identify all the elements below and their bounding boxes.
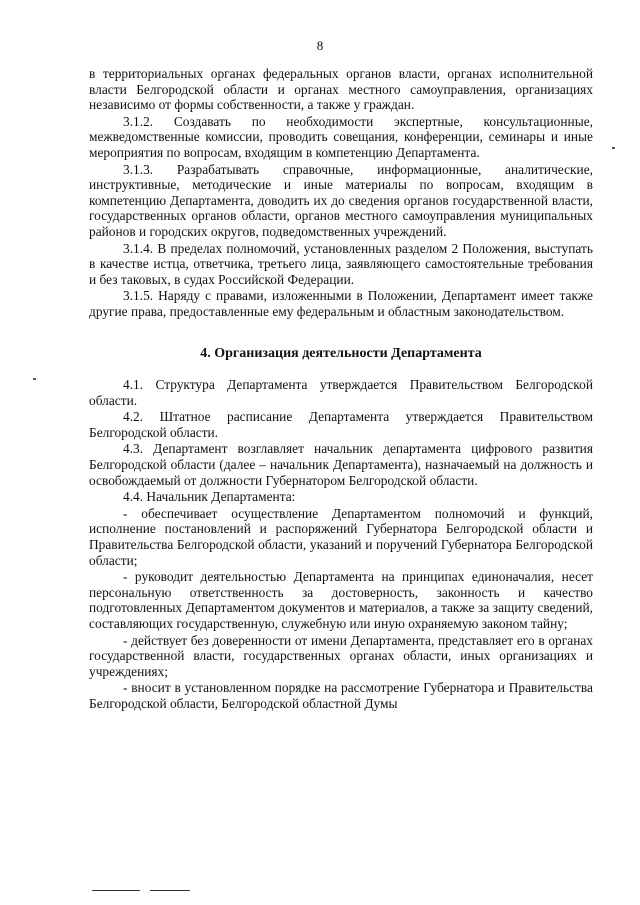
paragraph-p314: 3.1.4. В пределах полномочий, установленных разделом 2 Положения, выступать в качестве истца, ответчика, третьего лица, заявляющего самостоятельные требования и без таковых, в судах Российской Федерации.: [89, 240, 593, 287]
paragraph-cont: в территориальных органах федеральных органов власти, органах исполнительной власти Белгородской области и органах местного самоуправления, организациях независимо от формы собственности, а также у граждан.: [89, 66, 593, 113]
paragraph-b1: - обеспечивает осуществление Департаментом полномочий и функций, исполнение постановлений и распоряжений Губернатора Белгородской области и Правительства Белгородской области, указаний и поручений Губернатора Белгородской области;: [89, 505, 593, 568]
paragraph-p312: 3.1.2. Создавать по необходимости экспертные, консультационные, межведомственные комиссии, проводить совещания, конференции, семинары и иные мероприятия по вопросам, входящим в компетенцию Департамента.: [89, 113, 593, 160]
paragraph-p313: 3.1.3. Разрабатывать справочные, информационные, аналитические, инструктивные, методические и иные материалы по вопросам, входящим в компетенцию Департамента, доводить их до сведения органов государственной власти, государственных органов области, органов местного самоуправления муниципальных районов и городских округов, подведомственных учреждений.: [89, 161, 593, 239]
paragraphs-before-section: [89, 66, 593, 320]
paragraph-p42: 4.2. Штатное расписание Департамента утверждается Правительством Белгородской области.: [89, 409, 593, 440]
paragraph-p44: 4.4. Начальник Департамента:: [123, 489, 296, 505]
paragraph-b4: - вносит в установленном порядке на рассмотрение Губернатора и Правительства Белгородской области, Белгородской областной Думы: [89, 680, 593, 711]
paragraph-b3: - действует без доверенности от имени Департамента, представляет его в органах государственной власти, государственных органах области, иных организациях и учреждениях;: [89, 632, 593, 679]
section-heading: 4. Организация деятельности Департамента: [200, 345, 482, 361]
paragraphs-after-section: [89, 377, 593, 711]
paragraph-p41: 4.1. Структура Департамента утверждается Правительством Белгородской области.: [89, 377, 593, 408]
document-body: [89, 66, 593, 713]
scan-mark: [33, 378, 36, 380]
paragraph-p315: 3.1.5. Наряду с правами, изложенными в Положении, Департамент имеет также другие права, предоставленные ему федеральным и областным законодательством.: [89, 288, 593, 319]
footer-rule: [92, 890, 140, 891]
paragraph-b2: - руководит деятельностью Департамента на принципах единоначалия, несет персональную ответственность за достоверность, законность и качество подготовленных Департаментом документов и материалов, а также за защиту сведений, составляющих государственную, служебную или иную охраняемую законом тайну;: [89, 569, 593, 631]
footer-rule: [150, 890, 190, 891]
scan-mark: [612, 147, 615, 149]
paragraph-p43: 4.3. Департамент возглавляет начальник департамента цифрового развития Белгородской области (далее – начальник Департамента), назначаемый на должность и освобождаемый от должности Губернатором Белгородской области.: [89, 441, 593, 488]
page-number: 8: [316, 38, 324, 53]
